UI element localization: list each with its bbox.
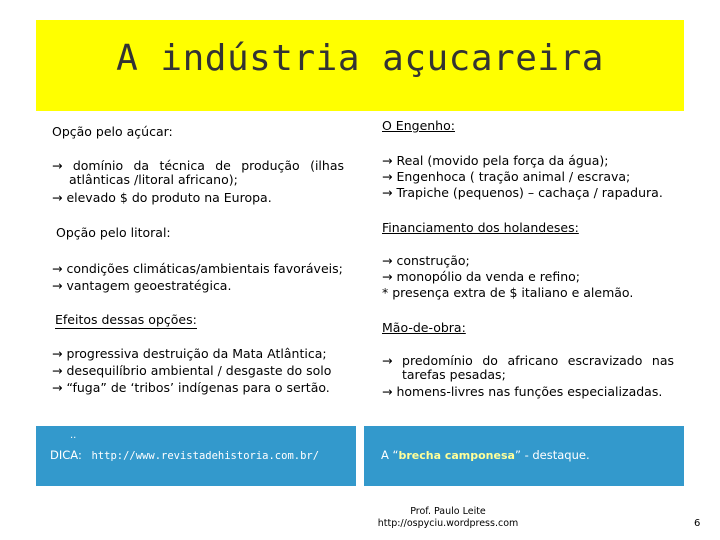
list-item: → Engenhoca ( tração animal / escrava;	[382, 169, 631, 184]
list-item: → vantagem geoestratégica.	[52, 278, 232, 293]
credit	[364, 506, 532, 530]
list-item: → monopólio da venda e refino;	[382, 269, 581, 284]
heading-financiamento	[382, 221, 682, 235]
list-item: → Real (movido pela força da água);	[382, 153, 609, 168]
credit-site[interactable]: http://ospyciu.wordpress.com	[377, 518, 519, 529]
list-mao-de-obra	[382, 354, 674, 399]
list-item: tarefas pesadas;	[402, 367, 506, 382]
list-opcao-litoral	[52, 262, 352, 293]
heading-text: Opção pelo açúcar:	[52, 124, 173, 139]
list-item: → predomínio do africano escravizado nas	[382, 353, 674, 368]
list-item: → construção;	[382, 253, 470, 268]
heading-text: Opção pelo litoral:	[56, 225, 171, 240]
footer-dots: ..	[70, 430, 77, 441]
page-title: A indústria açucareira	[116, 38, 604, 79]
list-item: → desequilíbrio ambiental / desgaste do solo	[52, 363, 332, 378]
list-item: * presença extra de $ italiano e alemão.	[382, 285, 634, 300]
brecha-term: brecha camponesa	[398, 449, 515, 462]
list-item: → homens-livres nas funções especializadas.	[382, 384, 663, 399]
page-number: 6	[694, 518, 701, 529]
credit-name: Prof. Paulo Leite	[410, 506, 486, 517]
dica-link[interactable]: http://www.revistadehistoria.com.br/	[91, 450, 320, 462]
heading-text: Financiamento dos holandeses:	[382, 220, 579, 235]
brecha-suffix: ” - destaque.	[514, 448, 590, 462]
heading-opcao-litoral	[56, 226, 356, 240]
heading-engenho	[382, 119, 682, 133]
heading-text: O Engenho:	[382, 118, 455, 133]
list-item: → “fuga” de ‘tribos’ indígenas para o sertão.	[52, 380, 330, 395]
dica-label: DICA:	[50, 448, 82, 462]
dica	[50, 448, 319, 462]
list-item: → condições climáticas/ambientais favoráveis;	[52, 261, 343, 276]
brecha-note	[381, 448, 590, 462]
list-opcao-acucar	[52, 159, 344, 205]
list-item: → progressiva destruição da Mata Atlântica;	[52, 346, 327, 361]
heading-text: Mão-de-obra:	[382, 320, 466, 335]
list-engenho	[382, 154, 682, 200]
list-item: → Trapiche (pequenos) – cachaça / rapadura.	[382, 185, 663, 200]
brecha-prefix: A “	[381, 448, 399, 462]
list-efeitos	[52, 347, 352, 395]
list-item: → elevado $ do produto na Europa.	[52, 190, 272, 205]
heading-efeitos	[55, 313, 355, 327]
heading-mao-de-obra	[382, 321, 682, 335]
heading-opcao-acucar	[52, 125, 352, 139]
list-item: → domínio da técnica de produção (ilhas	[52, 158, 344, 173]
list-item: atlânticas /litoral africano);	[69, 172, 238, 187]
heading-text: Efeitos dessas opções:	[55, 312, 197, 327]
list-financiamento	[382, 254, 682, 300]
